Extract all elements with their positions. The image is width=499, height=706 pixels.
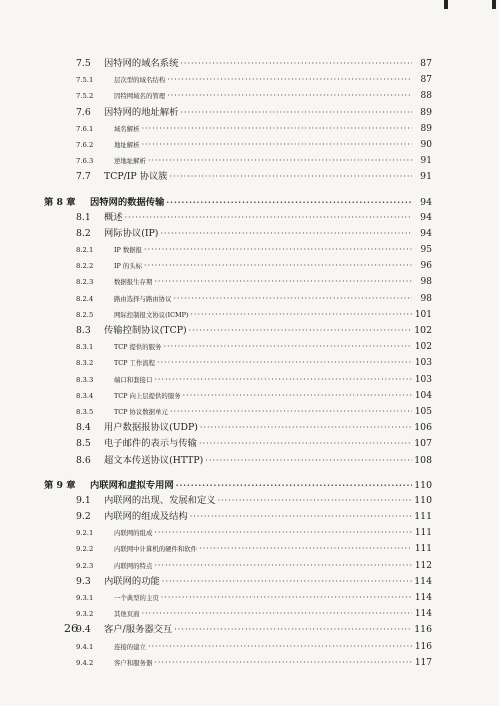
toc-entry-page: 94 bbox=[420, 227, 432, 239]
toc-entry-title: 网际控制报文协议(ICMP) bbox=[114, 310, 189, 319]
dot-leader bbox=[167, 72, 412, 88]
toc-entry bbox=[44, 153, 432, 169]
toc-entry-number: 8.4 bbox=[76, 422, 91, 434]
toc-entry-page: 94 bbox=[420, 211, 432, 223]
toc-entry-title: 客户/服务器交互 bbox=[104, 624, 173, 636]
toc-entry-page: 104 bbox=[414, 390, 432, 401]
toc-entry-number: 9.2 bbox=[76, 511, 91, 523]
toc-entry bbox=[44, 323, 432, 339]
toc-entry bbox=[44, 88, 432, 104]
toc-entry-page: 112 bbox=[414, 560, 432, 571]
toc-entry-title: 内联网的出现、发展和定义 bbox=[104, 494, 216, 506]
toc-entry-page: 117 bbox=[414, 657, 432, 668]
toc-entry bbox=[44, 453, 432, 469]
toc-entry bbox=[44, 242, 432, 258]
toc-entry bbox=[44, 639, 432, 655]
toc-entry bbox=[44, 404, 432, 420]
dot-leader bbox=[154, 372, 412, 388]
toc-entry bbox=[44, 420, 432, 436]
toc-entry-number: 8.2 bbox=[76, 227, 91, 239]
toc-entry-number: 8.5 bbox=[76, 438, 91, 450]
toc-entry bbox=[44, 258, 432, 274]
dot-leader bbox=[154, 525, 412, 541]
page-number: 26 bbox=[64, 622, 78, 635]
dot-leader bbox=[161, 590, 412, 606]
toc-entry-number: 8.2.3 bbox=[76, 278, 94, 287]
toc-entry bbox=[44, 525, 432, 541]
dot-leader bbox=[157, 355, 412, 371]
toc-entry-title: 因特网的数据传输 bbox=[90, 196, 165, 208]
toc-entry-number: 8.1 bbox=[76, 211, 91, 223]
toc-entry-page: 96 bbox=[420, 261, 432, 272]
dot-leader bbox=[170, 404, 412, 420]
toc-entry bbox=[44, 590, 432, 606]
toc-entry bbox=[44, 210, 432, 226]
toc-entry-title: 逆地址解析 bbox=[114, 157, 146, 166]
toc-entry bbox=[44, 137, 432, 153]
toc-entry-page: 111 bbox=[414, 544, 432, 555]
toc-entry bbox=[44, 291, 432, 307]
toc-entry-title: 内联网的功能 bbox=[104, 575, 160, 587]
toc-entry-number: 第 9 章 bbox=[44, 479, 76, 491]
toc-entry bbox=[44, 372, 432, 388]
dot-leader bbox=[205, 453, 412, 469]
dot-leader bbox=[144, 242, 412, 258]
dot-leader bbox=[166, 194, 412, 210]
toc-entry-page: 101 bbox=[414, 309, 432, 320]
toc-entry-number: 7.6.3 bbox=[76, 157, 94, 166]
toc-entry-number: 9.2.2 bbox=[76, 545, 94, 554]
toc-entry-title: 电子邮件的表示与传输 bbox=[104, 438, 197, 450]
toc-entry-number: 7.5.1 bbox=[76, 76, 94, 85]
toc-entry-page: 89 bbox=[420, 106, 432, 118]
toc-entry bbox=[44, 574, 432, 590]
toc-entry-title: TCP 协议数据单元 bbox=[114, 407, 168, 416]
toc-entry-title: IP 的头标 bbox=[114, 262, 143, 271]
dot-leader bbox=[162, 574, 412, 590]
toc-entry-page: 91 bbox=[420, 171, 432, 183]
toc-entry-number: 7.5 bbox=[76, 58, 91, 69]
toc-entry-page: 116 bbox=[414, 641, 432, 652]
toc-entry-title: 超文本传送协议(HTTP) bbox=[104, 454, 204, 466]
dot-leader bbox=[154, 655, 412, 671]
toc-entry-page: 105 bbox=[414, 406, 432, 417]
toc-entry-page: 98 bbox=[420, 293, 432, 304]
toc-entry-number: 8.3 bbox=[76, 325, 91, 336]
toc-entry-title: 其他页面 bbox=[114, 610, 140, 619]
toc-entry-title: 域名解析 bbox=[114, 124, 140, 133]
toc-entry-page: 110 bbox=[414, 479, 432, 491]
dot-leader bbox=[190, 307, 412, 323]
toc-entry-title: 连接的建立 bbox=[114, 642, 146, 651]
dot-leader bbox=[142, 121, 412, 137]
toc-entry-number: 8.2.2 bbox=[76, 262, 94, 271]
toc-entry-number: 8.6 bbox=[76, 454, 91, 466]
toc-entry-title: 层次型的域名结构 bbox=[114, 76, 166, 85]
toc-entry-title: 用户数据报协议(UDP) bbox=[104, 422, 198, 434]
toc-entry-number: 8.2.1 bbox=[76, 246, 94, 255]
dot-leader bbox=[218, 493, 412, 509]
dot-leader bbox=[174, 622, 412, 638]
dot-leader bbox=[183, 388, 412, 404]
toc-entry-title: 客户和服务器 bbox=[114, 658, 153, 667]
toc-entry-number: 8.2.5 bbox=[76, 310, 94, 319]
dot-leader bbox=[163, 339, 412, 355]
toc-entry-page: 103 bbox=[414, 358, 432, 369]
toc-entry bbox=[44, 509, 432, 525]
toc-entry-number: 8.3.4 bbox=[76, 391, 94, 400]
dot-leader bbox=[190, 509, 412, 525]
toc-entry-number: 9.4.2 bbox=[76, 658, 94, 667]
toc-entry-page: 114 bbox=[414, 593, 432, 603]
toc-entry bbox=[44, 606, 432, 622]
toc-entry bbox=[44, 436, 432, 452]
toc-entry bbox=[44, 541, 432, 557]
toc-entry bbox=[44, 655, 432, 671]
toc-entry bbox=[44, 72, 432, 88]
dot-leader bbox=[167, 88, 412, 104]
toc-entry bbox=[44, 274, 432, 290]
toc-entry-page: 98 bbox=[420, 277, 432, 288]
toc-entry-page: 110 bbox=[414, 494, 432, 506]
toc-entry bbox=[44, 558, 432, 574]
toc-entry-title: 数据报生存期 bbox=[114, 278, 153, 287]
dot-leader bbox=[200, 420, 412, 436]
toc-entry-number: 9.4.1 bbox=[76, 642, 94, 651]
toc-entry-title: IP 数据报 bbox=[114, 246, 143, 255]
toc-entry bbox=[44, 493, 432, 509]
toc-entry-title: 端口和套接口 bbox=[114, 375, 153, 384]
toc-entry-page: 88 bbox=[420, 91, 432, 102]
toc-entry-number: 8.3.3 bbox=[76, 375, 94, 384]
chapter-gap bbox=[44, 469, 432, 477]
toc-entry-number: 7.7 bbox=[76, 171, 91, 183]
dot-leader bbox=[160, 226, 412, 242]
toc-chapter-entry bbox=[44, 477, 432, 493]
dot-leader bbox=[199, 436, 412, 452]
dot-leader bbox=[142, 606, 412, 622]
table-of-contents bbox=[44, 56, 432, 671]
toc-entry bbox=[44, 307, 432, 323]
toc-entry-number: 9.4 bbox=[76, 624, 91, 636]
toc-entry-title: TCP 工作流程 bbox=[114, 359, 156, 368]
dot-leader bbox=[199, 541, 412, 557]
toc-entry-title: 因特网的地址解析 bbox=[104, 106, 179, 118]
toc-entry-number: 8.3.1 bbox=[76, 343, 94, 352]
toc-entry-title: 内联网中计算机的硬件和软件 bbox=[114, 545, 198, 554]
toc-entry-number: 第 8 章 bbox=[44, 196, 76, 208]
toc-entry-title: 内联网的组成 bbox=[114, 529, 153, 538]
dot-leader bbox=[174, 291, 412, 307]
toc-entry-number: 7.6 bbox=[76, 106, 91, 118]
toc-entry bbox=[44, 105, 432, 121]
toc-entry-page: 111 bbox=[414, 528, 432, 539]
toc-entry-page: 102 bbox=[414, 325, 432, 336]
toc-entry-title: TCP 向上层提供的服务 bbox=[114, 391, 181, 400]
toc-entry-number: 9.3 bbox=[76, 575, 91, 587]
dot-leader bbox=[169, 169, 412, 185]
toc-entry-number: 8.2.4 bbox=[76, 294, 94, 303]
toc-entry-title: 因特网的域名系统 bbox=[104, 58, 179, 69]
dot-leader bbox=[154, 274, 412, 290]
toc-entry-number: 7.6.1 bbox=[76, 124, 94, 133]
toc-entry-page: 87 bbox=[420, 75, 432, 86]
toc-entry-title: 一个典型的主页 bbox=[114, 594, 159, 602]
toc-entry-title: 因特网域名的管理 bbox=[114, 92, 166, 101]
scan-mark bbox=[444, 0, 448, 9]
dot-leader bbox=[176, 477, 412, 493]
toc-entry-page: 108 bbox=[414, 454, 432, 466]
toc-entry-page: 114 bbox=[414, 575, 432, 587]
toc-entry-title: 内联网的组成及结构 bbox=[104, 511, 188, 523]
toc-entry-number: 9.3.1 bbox=[76, 594, 94, 602]
toc-entry-number: 9.1 bbox=[76, 494, 91, 506]
chapter-gap bbox=[44, 186, 432, 194]
toc-entry-title: 网际协议(IP) bbox=[104, 227, 159, 239]
dot-leader bbox=[125, 210, 412, 226]
toc-entry-page: 89 bbox=[420, 123, 432, 134]
dot-leader bbox=[154, 558, 412, 574]
toc-entry bbox=[44, 56, 432, 72]
scan-mark bbox=[492, 0, 496, 9]
toc-entry bbox=[44, 622, 432, 638]
toc-entry bbox=[44, 226, 432, 242]
toc-entry bbox=[44, 355, 432, 371]
toc-entry bbox=[44, 339, 432, 355]
toc-entry bbox=[44, 169, 432, 185]
toc-entry-number: 9.3.2 bbox=[76, 610, 94, 619]
dot-leader bbox=[180, 56, 412, 72]
toc-entry-page: 87 bbox=[420, 58, 432, 69]
toc-entry-number: 9.2.3 bbox=[76, 561, 94, 570]
dot-leader bbox=[189, 323, 412, 339]
dot-leader bbox=[180, 105, 412, 121]
dot-leader bbox=[148, 153, 412, 169]
toc-entry-title: 路由选择与路由协议 bbox=[114, 294, 172, 303]
toc-entry-page: 95 bbox=[420, 245, 432, 256]
toc-entry-number: 9.2.1 bbox=[76, 529, 94, 538]
toc-entry-title: TCP/IP 协议簇 bbox=[104, 171, 168, 183]
toc-entry-title: 概述 bbox=[104, 211, 123, 223]
toc-entry-page: 106 bbox=[414, 422, 432, 434]
toc-entry-number: 7.5.2 bbox=[76, 92, 94, 101]
toc-entry-title: 传输控制协议(TCP) bbox=[104, 325, 187, 336]
toc-chapter-entry bbox=[44, 194, 432, 210]
toc-entry-number: 8.3.5 bbox=[76, 407, 94, 416]
toc-entry-title: 内联网的特点 bbox=[114, 561, 153, 570]
toc-entry-title: TCP 提供的服务 bbox=[114, 343, 162, 352]
toc-entry-number: 7.6.2 bbox=[76, 140, 94, 149]
toc-entry-page: 102 bbox=[414, 342, 432, 353]
toc-entry-number: 8.3.2 bbox=[76, 359, 94, 368]
dot-leader bbox=[144, 258, 412, 274]
toc-entry-page: 94 bbox=[420, 196, 432, 208]
toc-entry-page: 107 bbox=[414, 438, 432, 450]
toc-entry-title: 地址解析 bbox=[114, 140, 140, 149]
toc-entry-page: 103 bbox=[414, 374, 432, 385]
toc-entry-page: 90 bbox=[420, 139, 432, 150]
toc-entry bbox=[44, 388, 432, 404]
toc-entry-page: 114 bbox=[414, 609, 432, 620]
toc-entry-page: 91 bbox=[420, 156, 432, 167]
toc-entry-page: 116 bbox=[414, 624, 432, 636]
dot-leader bbox=[148, 639, 412, 655]
toc-entry-title: 内联网和虚拟专用网 bbox=[90, 479, 174, 491]
dot-leader bbox=[142, 137, 412, 153]
toc-entry-page: 111 bbox=[414, 511, 432, 523]
toc-entry bbox=[44, 121, 432, 137]
